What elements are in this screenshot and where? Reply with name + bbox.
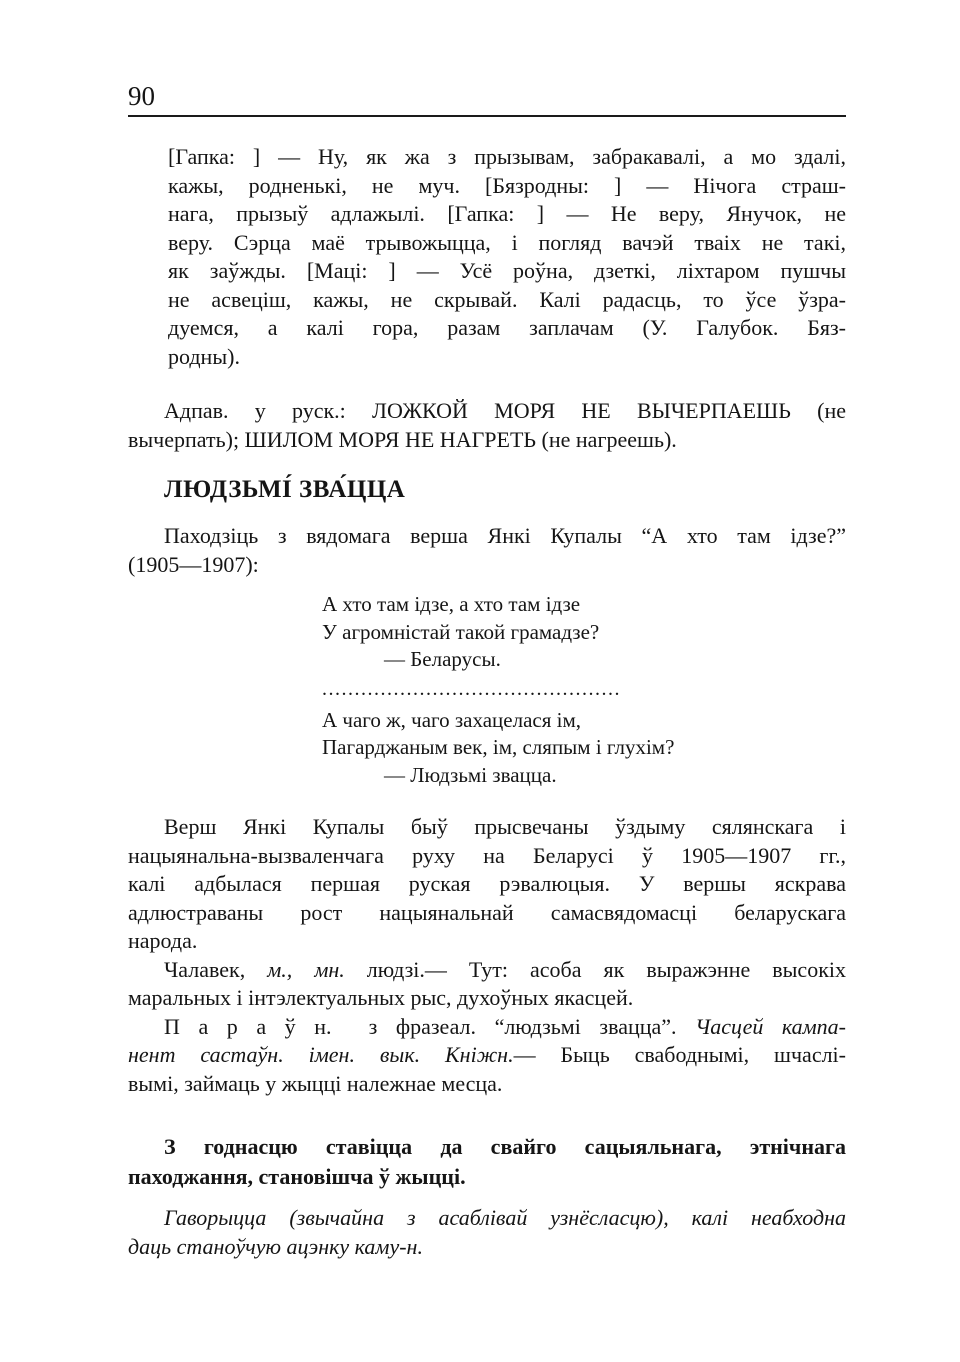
- page-header: [128, 82, 846, 117]
- text-line: вымі, займаць у жыцці належнае месца.: [128, 1070, 503, 1096]
- text-segment-italic: нент састаўн. імен. вык. Кніжн.: [128, 1042, 514, 1067]
- text-line: даць станоўчую ацэнку каму-н.: [128, 1233, 423, 1259]
- usage-meaning-paragraph: [128, 1132, 846, 1192]
- text-segment-italic: Часцей кампа-: [695, 1013, 846, 1039]
- text-line: адлюстраваны рост нацыянальнай самасвядомасці беларускага: [128, 899, 846, 925]
- text-line: [Гапка: ] — Ну, як жа з прызывам, забракавалі, а мо здалі,: [168, 144, 846, 169]
- commentary-paragraph: [128, 813, 846, 956]
- text-line: родны).: [168, 343, 240, 369]
- text-line: З годнасцю ставіцца да свайго сацыяльнага, этнічнага: [164, 1134, 846, 1159]
- text-line: Гаворыцца (звычайна з асаблівай узнёсласцю), калі неабходна: [164, 1205, 846, 1230]
- text-line: народа.: [128, 928, 198, 953]
- verse-line: У агромністай такой грамадзе?: [322, 619, 600, 644]
- text-line: вычерпать); ШИЛОМ МОРЯ НЕ НАГРЕТЬ (не нагреешь).: [128, 426, 677, 452]
- text-line: [128, 1013, 846, 1042]
- text-line: дуемся, а калі гора, разам заплачам (У. Галубок. Бяз-: [168, 315, 846, 340]
- text-line: [128, 1041, 846, 1070]
- comparison-paragraph: [128, 1013, 846, 1099]
- page-number: 90: [128, 81, 155, 111]
- definition-paragraph: [128, 956, 846, 1013]
- text-line: Паходзіць з вядомага верша Янкі Купалы “А хто там ідзе?”: [164, 523, 846, 548]
- verse-line: Пагарджаным век, ім, сляпым і глухім?: [322, 735, 675, 759]
- text-line: не асвеціш, кажы, не скрывай. Калі радасць, то ўсе ўзра-: [168, 286, 846, 312]
- text-segment: Чалавек,: [164, 956, 268, 982]
- verse-line: А чаго ж, чаго захацелася ім,: [322, 707, 581, 732]
- header-rule: [128, 115, 846, 117]
- text-line: Верш Янкі Купалы быў прысвечаны ўздыму сялянскага і: [164, 814, 846, 839]
- russian-equivalent-paragraph: [128, 397, 846, 454]
- verse-line: — Людзьмі звацца.: [384, 762, 557, 787]
- text-line: маральных і інтэлектуальных рыс, духоўных якасцей.: [128, 985, 634, 1010]
- text-line: як заўжды. [Маці: ] — Усё роўна, дзеткі, ліхтаром пушчы: [168, 258, 846, 283]
- text-line: [128, 956, 846, 985]
- text-line: паходжання, становішча ў жыцці.: [128, 1164, 466, 1189]
- verse-line: — Беларусы.: [384, 647, 501, 671]
- text-line: калі адбылася першая руская рэвалюцыя. У вершы яскрава: [128, 871, 846, 896]
- text-segment: — Быць свабоднымі, шчаслі-: [513, 1042, 846, 1067]
- text-line: нацыянальна-вызваленчага руху на Беларусі ў 1905—1907 гг.,: [128, 842, 846, 868]
- text-line: (1905—1907):: [128, 551, 259, 577]
- text-line: веру. Сэрца маё трывожыцца, і погляд вачэй тваіх не такі,: [168, 229, 846, 255]
- verse-ellipsis-divider: ..............................................: [322, 677, 621, 700]
- text-segment: людзі.— Тут: асоба як выражэнне высокіх: [344, 956, 846, 982]
- verse-block: [322, 591, 846, 789]
- text-line: кажы, родненькі, не муч. [Бязродны: ] — Нічога страш-: [168, 172, 846, 198]
- entry-heading: ЛЮДЗЬМІ́ ЗВА́ЦЦА: [164, 476, 406, 503]
- text-segment: П а р а ў н. з фразеал. “людзьмі звацца”.: [164, 1013, 696, 1039]
- dialogue-quote-paragraph: [168, 143, 846, 371]
- text-line: нага, прызыў адлажылі. [Гапка: ] — Не веру, Янучок, не: [168, 201, 846, 226]
- usage-note-paragraph: [128, 1204, 846, 1261]
- text-segment-italic: м., мн.: [267, 956, 345, 982]
- text-line: Адпав. у руск.: ЛОЖКОЙ МОРЯ НЕ ВЫЧЕРПАЕШЬ (не: [164, 398, 846, 423]
- verse-line: А хто там ідзе, а хто там ідзе: [322, 592, 581, 616]
- origin-paragraph: [128, 522, 846, 579]
